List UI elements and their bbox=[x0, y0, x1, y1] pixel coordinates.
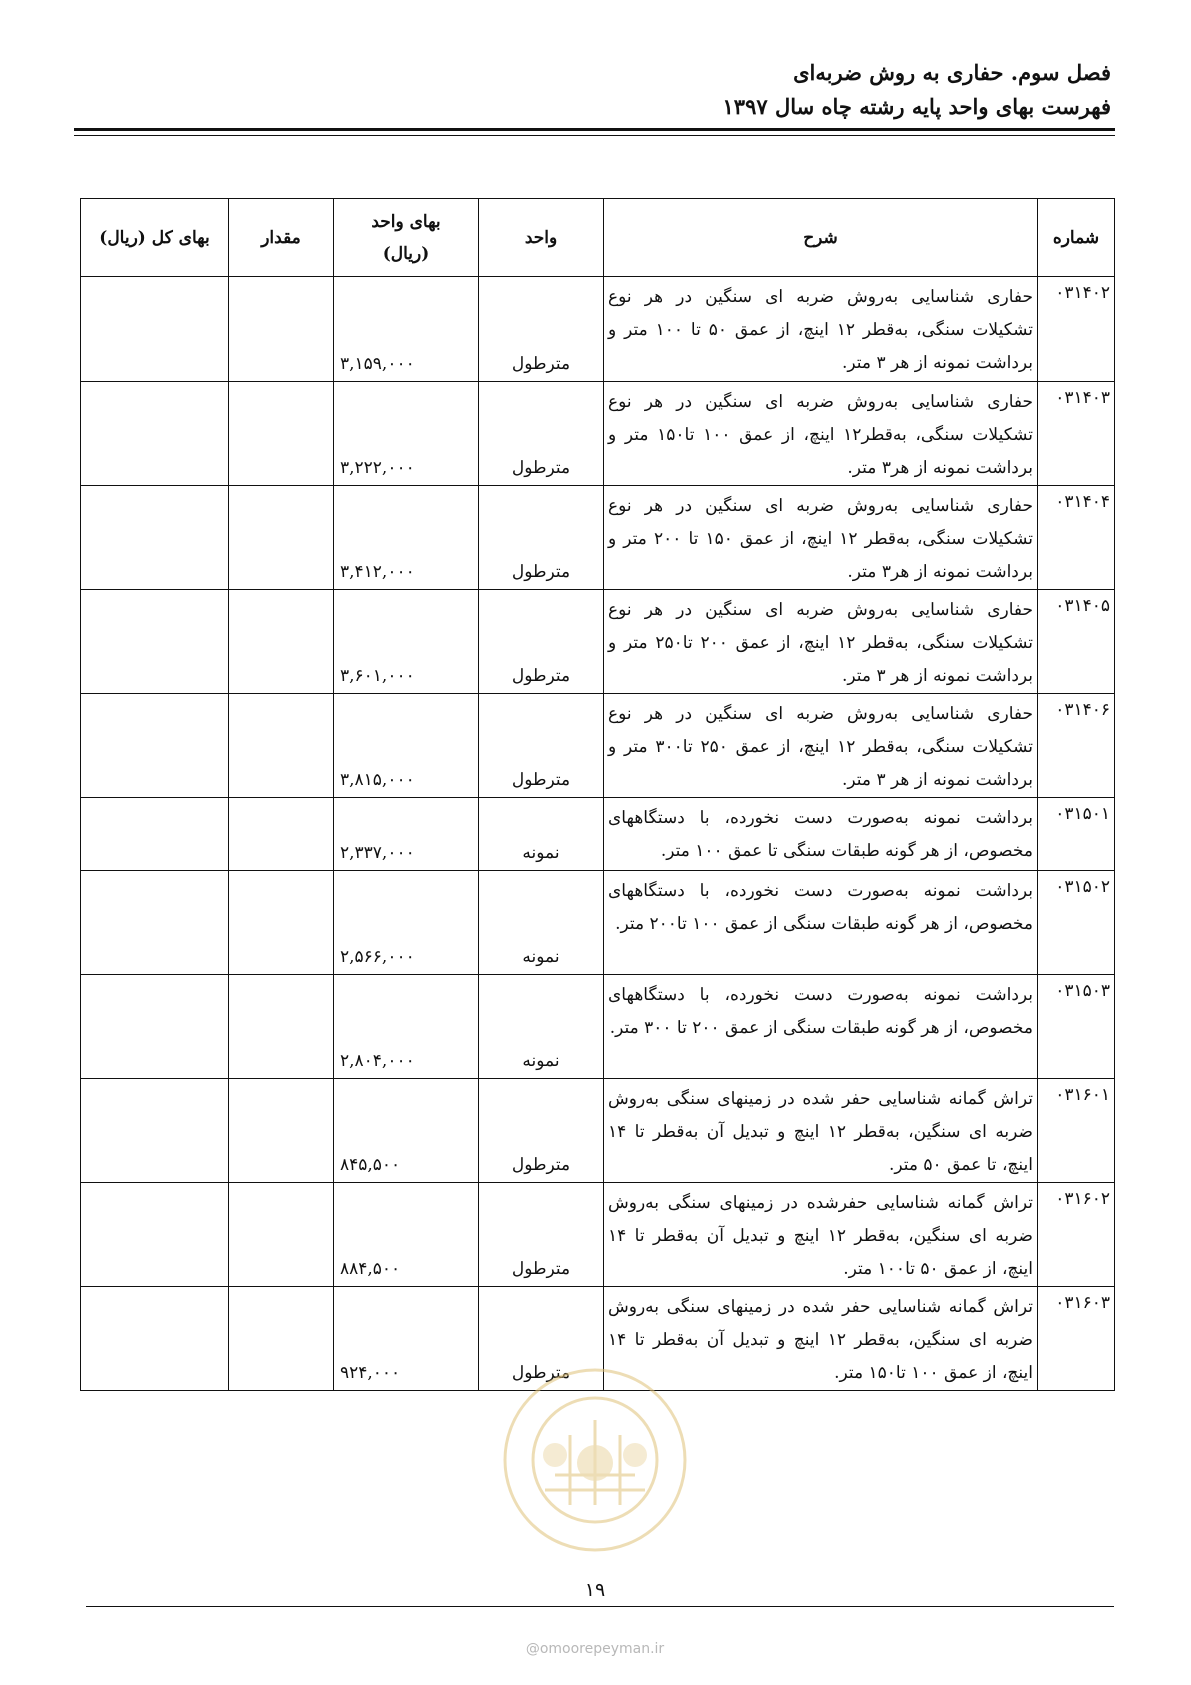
item-number: ۰۳۱۴۰۲ bbox=[1038, 277, 1115, 382]
item-description: تراش گمانه شناسایی حفر شده در زمینهای سنگی به‌روش ضربه ای سنگین، به‌قطر ۱۲ اینچ و تبدیل آن به‌قطر تا ۱۴ اینچ، از عمق ۱۰۰ تا۱۵۰ متر. bbox=[604, 1287, 1038, 1391]
item-total-price bbox=[81, 1287, 229, 1391]
table-row bbox=[81, 871, 1115, 975]
table-header-row bbox=[81, 199, 1115, 277]
item-description: حفاری شناسایی به‌روش ضربه ای سنگین در هر نوع تشکیلات سنگی، به‌قطر ۱۲ اینچ، از عمق ۱۵۰ تا ۲۰۰ متر و برداشت نمونه از هر۳ متر. bbox=[604, 486, 1038, 590]
item-description: برداشت نمونه به‌صورت دست نخورده، با دستگاههای مخصوص، از هر گونه طبقات سنگی تا عمق ۱۰۰ متر. bbox=[604, 798, 1038, 871]
item-unit: مترطول bbox=[479, 590, 604, 694]
table-row bbox=[81, 277, 1115, 382]
header-rule-thick bbox=[74, 128, 1115, 131]
table-row bbox=[81, 975, 1115, 1079]
item-quantity bbox=[229, 871, 334, 975]
item-quantity bbox=[229, 975, 334, 1079]
item-unit: مترطول bbox=[479, 382, 604, 486]
page-number: ۱۹ bbox=[584, 1579, 606, 1601]
item-description: حفاری شناسایی به‌روش ضربه ای سنگین در هر نوع تشکیلات سنگی، به‌قطر ۱۲ اینچ، از عمق ۲۰۰ تا۲۵۰ متر و برداشت نمونه از هر ۳ متر. bbox=[604, 590, 1038, 694]
table-row bbox=[81, 486, 1115, 590]
item-number: ۰۳۱۶۰۱ bbox=[1038, 1079, 1115, 1183]
item-unit-price: ۲,۳۳۷,۰۰۰ bbox=[334, 798, 479, 871]
header-rule-thin bbox=[74, 135, 1115, 136]
item-unit: نمونه bbox=[479, 871, 604, 975]
item-description: حفاری شناسایی به‌روش ضربه ای سنگین در هر نوع تشکیلات سنگی، به‌قطر۱۲ اینچ، از عمق ۱۰۰ تا۱۵۰ متر و برداشت نمونه از هر۳ متر. bbox=[604, 382, 1038, 486]
table-row bbox=[81, 590, 1115, 694]
header-unit-price bbox=[334, 199, 479, 277]
item-unit: مترطول bbox=[479, 1287, 604, 1391]
item-unit: مترطول bbox=[479, 1183, 604, 1287]
item-description: حفاری شناسایی به‌روش ضربه ای سنگین در هر نوع تشکیلات سنگی، به‌قطر ۱۲ اینچ، از عمق ۲۵۰ تا۳۰۰ متر و برداشت نمونه از هر ۳ متر. bbox=[604, 694, 1038, 798]
item-unit: مترطول bbox=[479, 277, 604, 382]
item-number: ۰۳۱۴۰۵ bbox=[1038, 590, 1115, 694]
watermark-url: @omoorepeyman.ir bbox=[525, 1641, 665, 1657]
item-total-price bbox=[81, 382, 229, 486]
item-unit-price: ۳,۱۵۹,۰۰۰ bbox=[334, 277, 479, 382]
item-description: تراش گمانه شناسایی حفرشده در زمینهای سنگی به‌روش ضربه ای سنگین، به‌قطر ۱۲ اینچ و تبدیل آن به‌قطر تا ۱۴ اینچ، از عمق ۵۰ تا۱۰۰ متر. bbox=[604, 1183, 1038, 1287]
item-unit-price: ۸۸۴,۵۰۰ bbox=[334, 1183, 479, 1287]
seal-watermark bbox=[500, 1365, 690, 1555]
item-total-price bbox=[81, 798, 229, 871]
price-table bbox=[80, 198, 1115, 1391]
item-unit: مترطول bbox=[479, 694, 604, 798]
item-number: ۰۳۱۶۰۳ bbox=[1038, 1287, 1115, 1391]
item-unit: نمونه bbox=[479, 798, 604, 871]
item-number: ۰۳۱۵۰۳ bbox=[1038, 975, 1115, 1079]
item-quantity bbox=[229, 382, 334, 486]
item-unit: مترطول bbox=[479, 486, 604, 590]
item-quantity bbox=[229, 694, 334, 798]
item-unit-price: ۳,۸۱۵,۰۰۰ bbox=[334, 694, 479, 798]
header-number: شماره bbox=[1038, 199, 1115, 277]
item-quantity bbox=[229, 1183, 334, 1287]
table-row bbox=[81, 382, 1115, 486]
item-quantity bbox=[229, 486, 334, 590]
table-row bbox=[81, 1079, 1115, 1183]
header-unit: واحد bbox=[479, 199, 604, 277]
item-unit-price: ۳,۴۱۲,۰۰۰ bbox=[334, 486, 479, 590]
item-quantity bbox=[229, 590, 334, 694]
item-unit-price: ۸۴۵,۵۰۰ bbox=[334, 1079, 479, 1183]
item-quantity bbox=[229, 798, 334, 871]
item-quantity bbox=[229, 277, 334, 382]
item-unit: مترطول bbox=[479, 1079, 604, 1183]
item-quantity bbox=[229, 1287, 334, 1391]
item-total-price bbox=[81, 590, 229, 694]
header-unit-price-line2: (ریال) bbox=[382, 243, 430, 264]
header-quantity: مقدار bbox=[229, 199, 334, 277]
item-total-price bbox=[81, 1079, 229, 1183]
item-description: برداشت نمونه به‌صورت دست نخورده، با دستگاههای مخصوص، از هر گونه طبقات سنگی از عمق ۲۰۰ تا ۳۰۰ متر. bbox=[604, 975, 1038, 1079]
table-row bbox=[81, 1183, 1115, 1287]
item-total-price bbox=[81, 694, 229, 798]
table-body bbox=[81, 277, 1115, 1391]
item-number: ۰۳۱۵۰۱ bbox=[1038, 798, 1115, 871]
item-total-price bbox=[81, 277, 229, 382]
item-description: برداشت نمونه به‌صورت دست نخورده، با دستگاههای مخصوص، از هر گونه طبقات سنگی از عمق ۱۰۰ تا۲۰۰ متر. bbox=[604, 871, 1038, 975]
price-list-title: فهرست بهای واحد پایه رشته چاه سال ۱۳۹۷ bbox=[722, 94, 1111, 119]
table-row bbox=[81, 694, 1115, 798]
page-header bbox=[71, 56, 1111, 124]
item-number: ۰۳۱۴۰۴ bbox=[1038, 486, 1115, 590]
item-unit: نمونه bbox=[479, 975, 604, 1079]
item-total-price bbox=[81, 1183, 229, 1287]
item-unit-price: ۲,۵۶۶,۰۰۰ bbox=[334, 871, 479, 975]
item-quantity bbox=[229, 1079, 334, 1183]
table-row bbox=[81, 798, 1115, 871]
item-description: حفاری شناسایی به‌روش ضربه ای سنگین در هر نوع تشکیلات سنگی، به‌قطر ۱۲ اینچ، از عمق ۵۰ تا ۱۰۰ متر و برداشت نمونه از هر ۳ متر. bbox=[604, 277, 1038, 382]
item-unit-price: ۹۲۴,۰۰۰ bbox=[334, 1287, 479, 1391]
item-total-price bbox=[81, 871, 229, 975]
header-description: شرح bbox=[604, 199, 1038, 277]
item-unit-price: ۳,۲۲۲,۰۰۰ bbox=[334, 382, 479, 486]
chapter-title: فصل سوم. حفاری به روش ضربه‌ای bbox=[793, 60, 1111, 85]
header-total-price: بهای کل (ریال) bbox=[81, 199, 229, 277]
item-number: ۰۳۱۵۰۲ bbox=[1038, 871, 1115, 975]
item-number: ۰۳۱۴۰۳ bbox=[1038, 382, 1115, 486]
item-description: تراش گمانه شناسایی حفر شده در زمینهای سنگی به‌روش ضربه ای سنگین، به‌قطر ۱۲ اینچ و تبدیل آن به‌قطر تا ۱۴ اینچ، تا عمق ۵۰ متر. bbox=[604, 1079, 1038, 1183]
item-unit-price: ۳,۶۰۱,۰۰۰ bbox=[334, 590, 479, 694]
header-unit-price-line1: بهای واحد bbox=[371, 211, 441, 232]
item-number: ۰۳۱۴۰۶ bbox=[1038, 694, 1115, 798]
item-total-price bbox=[81, 975, 229, 1079]
footer-rule bbox=[86, 1606, 1114, 1607]
item-number: ۰۳۱۶۰۲ bbox=[1038, 1183, 1115, 1287]
item-unit-price: ۲,۸۰۴,۰۰۰ bbox=[334, 975, 479, 1079]
item-total-price bbox=[81, 486, 229, 590]
